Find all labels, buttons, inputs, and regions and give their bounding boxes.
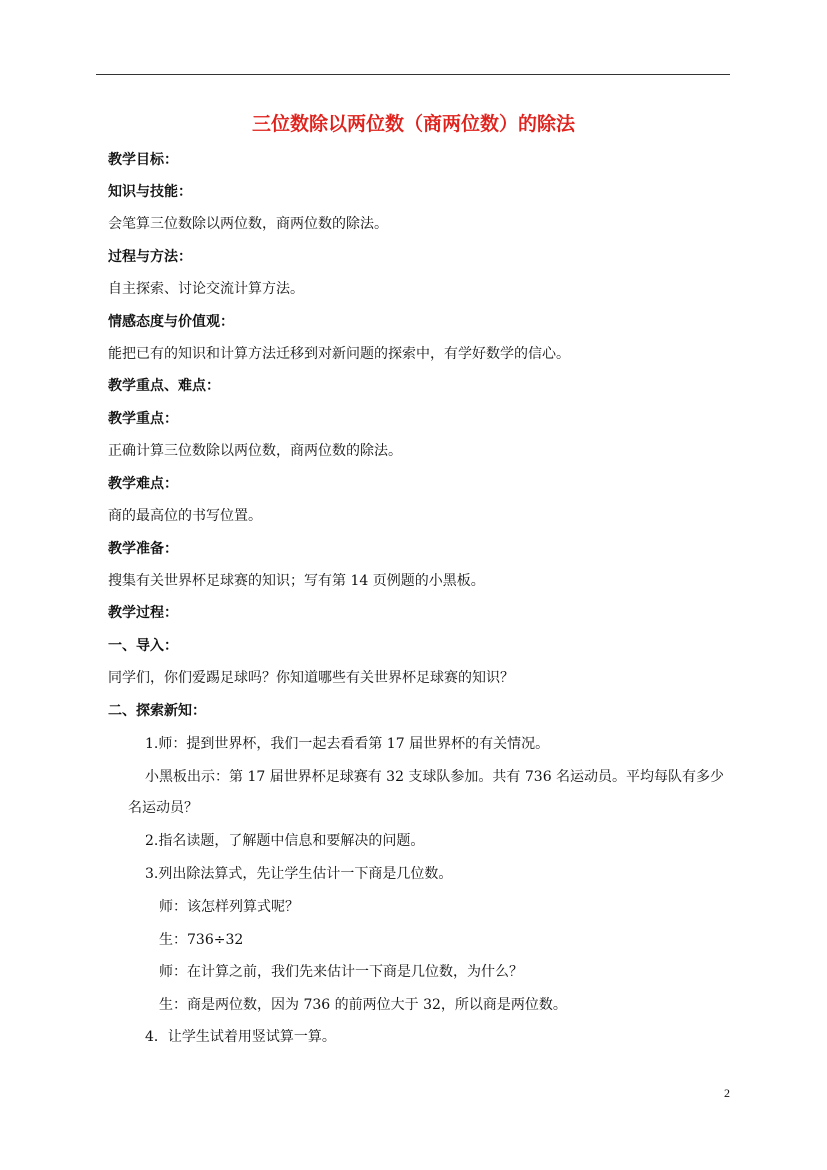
heading-teaching-goals: 教学目标： bbox=[108, 152, 178, 168]
heading-teaching-focus: 教学重点： bbox=[108, 411, 178, 427]
paragraph: 能把已有的知识和计算方法迁移到对新问题的探索中，有学好数学的信心。 bbox=[108, 346, 570, 362]
header-rule bbox=[96, 74, 730, 75]
heading-explore-new-knowledge: 二、探索新知： bbox=[108, 703, 206, 719]
list-item: 3.列出除法算式，先让学生估计一下商是几位数。 bbox=[145, 866, 453, 882]
dialogue-line: 师：该怎样列算式呢？ bbox=[159, 899, 299, 915]
heading-teaching-process: 教学过程： bbox=[108, 605, 178, 621]
paragraph: 同学们，你们爱踢足球吗？你知道哪些有关世界杯足球赛的知识？ bbox=[108, 670, 514, 686]
heading-teaching-difficulty: 教学难点： bbox=[108, 476, 178, 492]
paragraph: 会笔算三位数除以两位数，商两位数的除法。 bbox=[108, 216, 388, 232]
heading-introduction: 一、导入： bbox=[108, 638, 178, 654]
list-item: 2.指名读题，了解题中信息和要解决的问题。 bbox=[145, 833, 425, 849]
document-title: 三位数除以两位数（商两位数）的除法 bbox=[251, 113, 575, 135]
paragraph: 自主探索、讨论交流计算方法。 bbox=[108, 281, 304, 297]
paragraph: 小黑板出示：第 17 届世界杯足球赛有 32 支球队参加。共有 736 名运动员。平均每队有多少 bbox=[145, 769, 725, 785]
dialogue-line: 生：736÷32 bbox=[159, 932, 244, 948]
heading-process-method: 过程与方法： bbox=[108, 249, 192, 265]
paragraph: 商的最高位的书写位置。 bbox=[108, 508, 262, 524]
dialogue-line: 师：在计算之前，我们先来估计一下商是几位数，为什么？ bbox=[159, 964, 523, 980]
heading-knowledge-skills: 知识与技能： bbox=[108, 184, 192, 200]
list-item: 4．让学生试着用竖试算一算。 bbox=[145, 1029, 336, 1045]
heading-key-points: 教学重点、难点： bbox=[108, 378, 220, 394]
heading-emotional-attitude: 情感态度与价值观： bbox=[108, 314, 234, 330]
paragraph: 搜集有关世界杯足球赛的知识；写有第 14 页例题的小黑板。 bbox=[108, 573, 485, 589]
paragraph: 正确计算三位数除以两位数，商两位数的除法。 bbox=[108, 443, 402, 459]
dialogue-line: 生：商是两位数，因为 736 的前两位大于 32，所以商是两位数。 bbox=[159, 997, 567, 1013]
page-number: 2 bbox=[724, 1086, 730, 1100]
paragraph: 名运动员？ bbox=[128, 800, 198, 816]
list-item: 1.师：提到世界杯，我们一起去看看第 17 届世界杯的有关情况。 bbox=[145, 736, 550, 752]
heading-teaching-preparation: 教学准备： bbox=[108, 541, 178, 557]
